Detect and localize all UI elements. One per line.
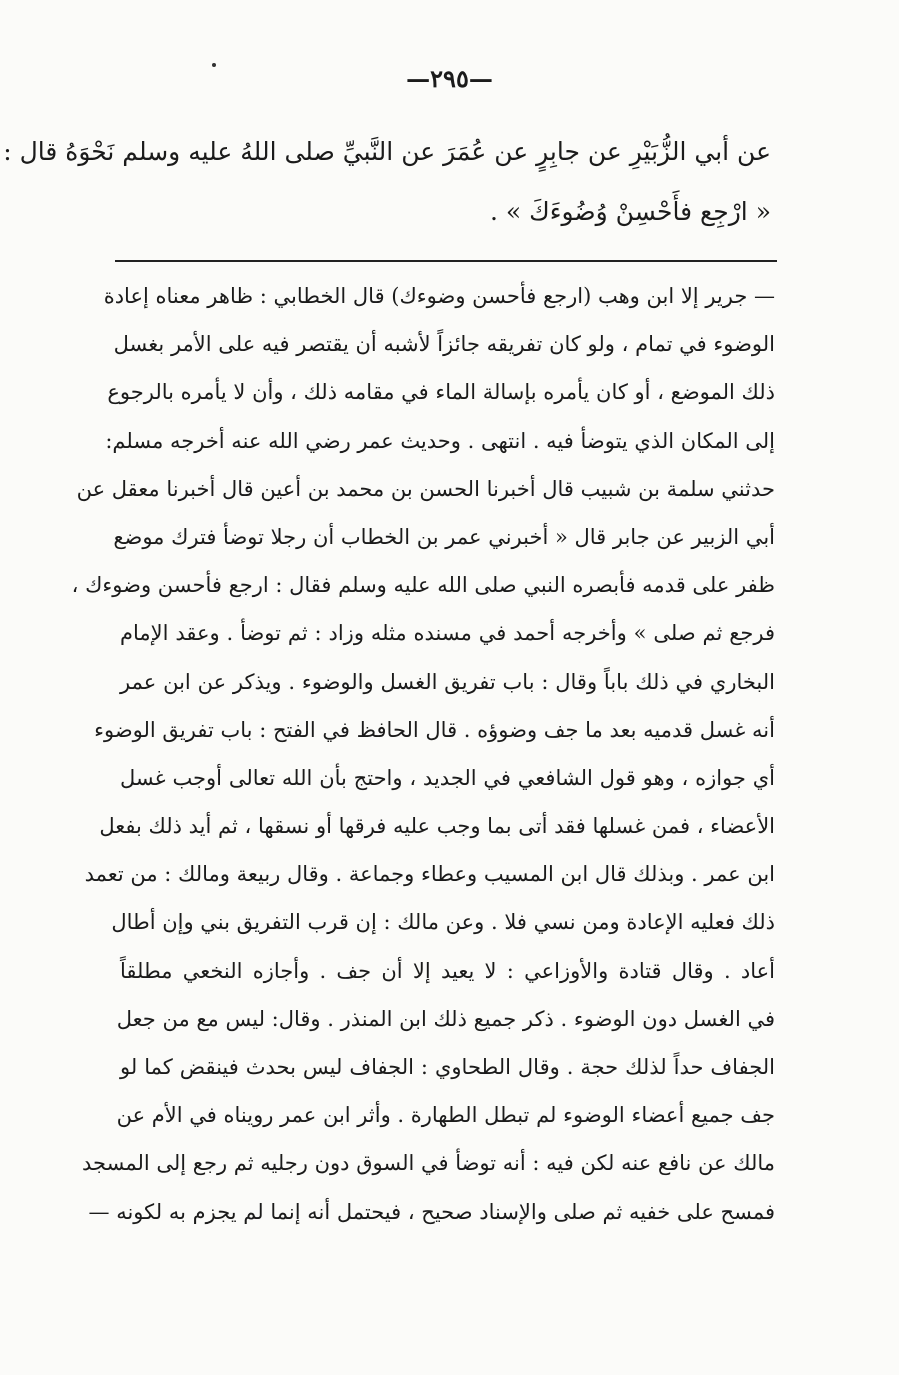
commentary-line: الأعضاء ، فمن غسلها فقد أتى بما وجب عليه فرقها أو نسقها ، ثم أيد ذلك بفعل [99,814,775,839]
commentary-line: الجفاف حداً لذلك حجة . وقال الطحاوي : الجفاف ليس بحدث فينقض كما لو [120,1055,775,1079]
commentary-line: ذلك الموضع ، أو كان يأمره بإسالة الماء في مقامه ذلك ، وأن لا يأمره بالرجوع [107,380,775,405]
commentary-line: أي جوازه ، وهو قول الشافعي في الجديد ، واحتج بأن الله تعالى أوجب غسل [120,765,775,790]
commentary-line: الوضوء في تمام ، ولو كان تفريقه جائزاً لأشبه أن يقتصر فيه على الأمر بغسل [113,332,775,357]
commentary-line: فمسح على خفيه ثم صلى والإسناد صحيح ، فيحتمل أنه إنما لم يجزم به لكونه — [88,1199,775,1224]
commentary-line: أنه غسل قدميه بعد ما جف وضوؤه . قال الحافظ في الفتح : باب تفريق الوضوء [94,717,775,742]
commentary-line: حدثني سلمة بن شبيب قال أخبرنا الحسن بن محمد بن أعين قال أخبرنا معقل عن [76,476,775,501]
commentary-line: جف جميع أعضاء الوضوء لم تبطل الطهارة . وأثر ابن عمر رويناه في الأم عن [116,1103,775,1128]
hadith-line: « ارْجِع فأَحْسِنْ وُضُوءَكَ » . [490,197,771,226]
commentary-line: ابن عمر . وبذلك قال ابن المسيب وعطاء وجماعة . وقال ربيعة ومالك : من تعمد [84,862,775,887]
commentary-line: — جرير إلا ابن وهب (ارجع فأحسن وضوءك) قال الخطابي : ظاهر معناه إعادة [103,284,775,308]
commentary-text [71,272,775,1236]
commentary-line: مالك عن نافع عنه لكن فيه : أنه توضأ في السوق دون رجليه ثم رجع إلى المسجد [82,1151,775,1176]
commentary-line: في الغسل دون الوضوء . ذكر جميع ذلك ابن المنذر . وقال: ليس مع من جعل [116,1006,775,1031]
hadith-line: عن أبي الزُّبَيْرِ عن جابِرٍ عن عُمَرَ عن النَّبيِّ صلى اللهُ عليه وسلم نَحْوَهُ قال : [3,137,771,166]
commentary-line: فرجع ثم صلى » وأخرجه أحمد في مسنده مثله وزاد : ثم توضأ . وعقد الإمام [120,621,775,646]
hadith-text [3,122,771,242]
commentary-line: أعاد . وقال قتادة والأوزاعي : لا يعيد إلا أن جف . وأجازه النخعي مطلقاً [120,958,775,983]
commentary-line: البخاري في ذلك باباً وقال : باب تفريق الغسل والوضوء . ويذكر عن ابن عمر [120,669,775,694]
commentary-line: ظفر على قدمه فأبصره النبي صلى الله عليه وسلم فقال : ارجع فأحسن وضوءك ، [71,573,775,598]
page-number: —٢٩٥— [406,64,493,93]
commentary-line: ذلك فعليه الإعادة ومن نسي فلا . وعن مالك : إن قرب التفريق بني وإن أطال [111,910,775,935]
commentary-line: إلى المكان الذي يتوضأ فيه . انتهى . وحديث عمر رضي الله عنه أخرجه مسلم: [105,428,775,453]
commentary-line: أبي الزبير عن جابر قال « أخبرني عمر بن الخطاب أن رجلا توضأ فترك موضع [113,524,775,549]
footnote-separator [115,260,777,262]
